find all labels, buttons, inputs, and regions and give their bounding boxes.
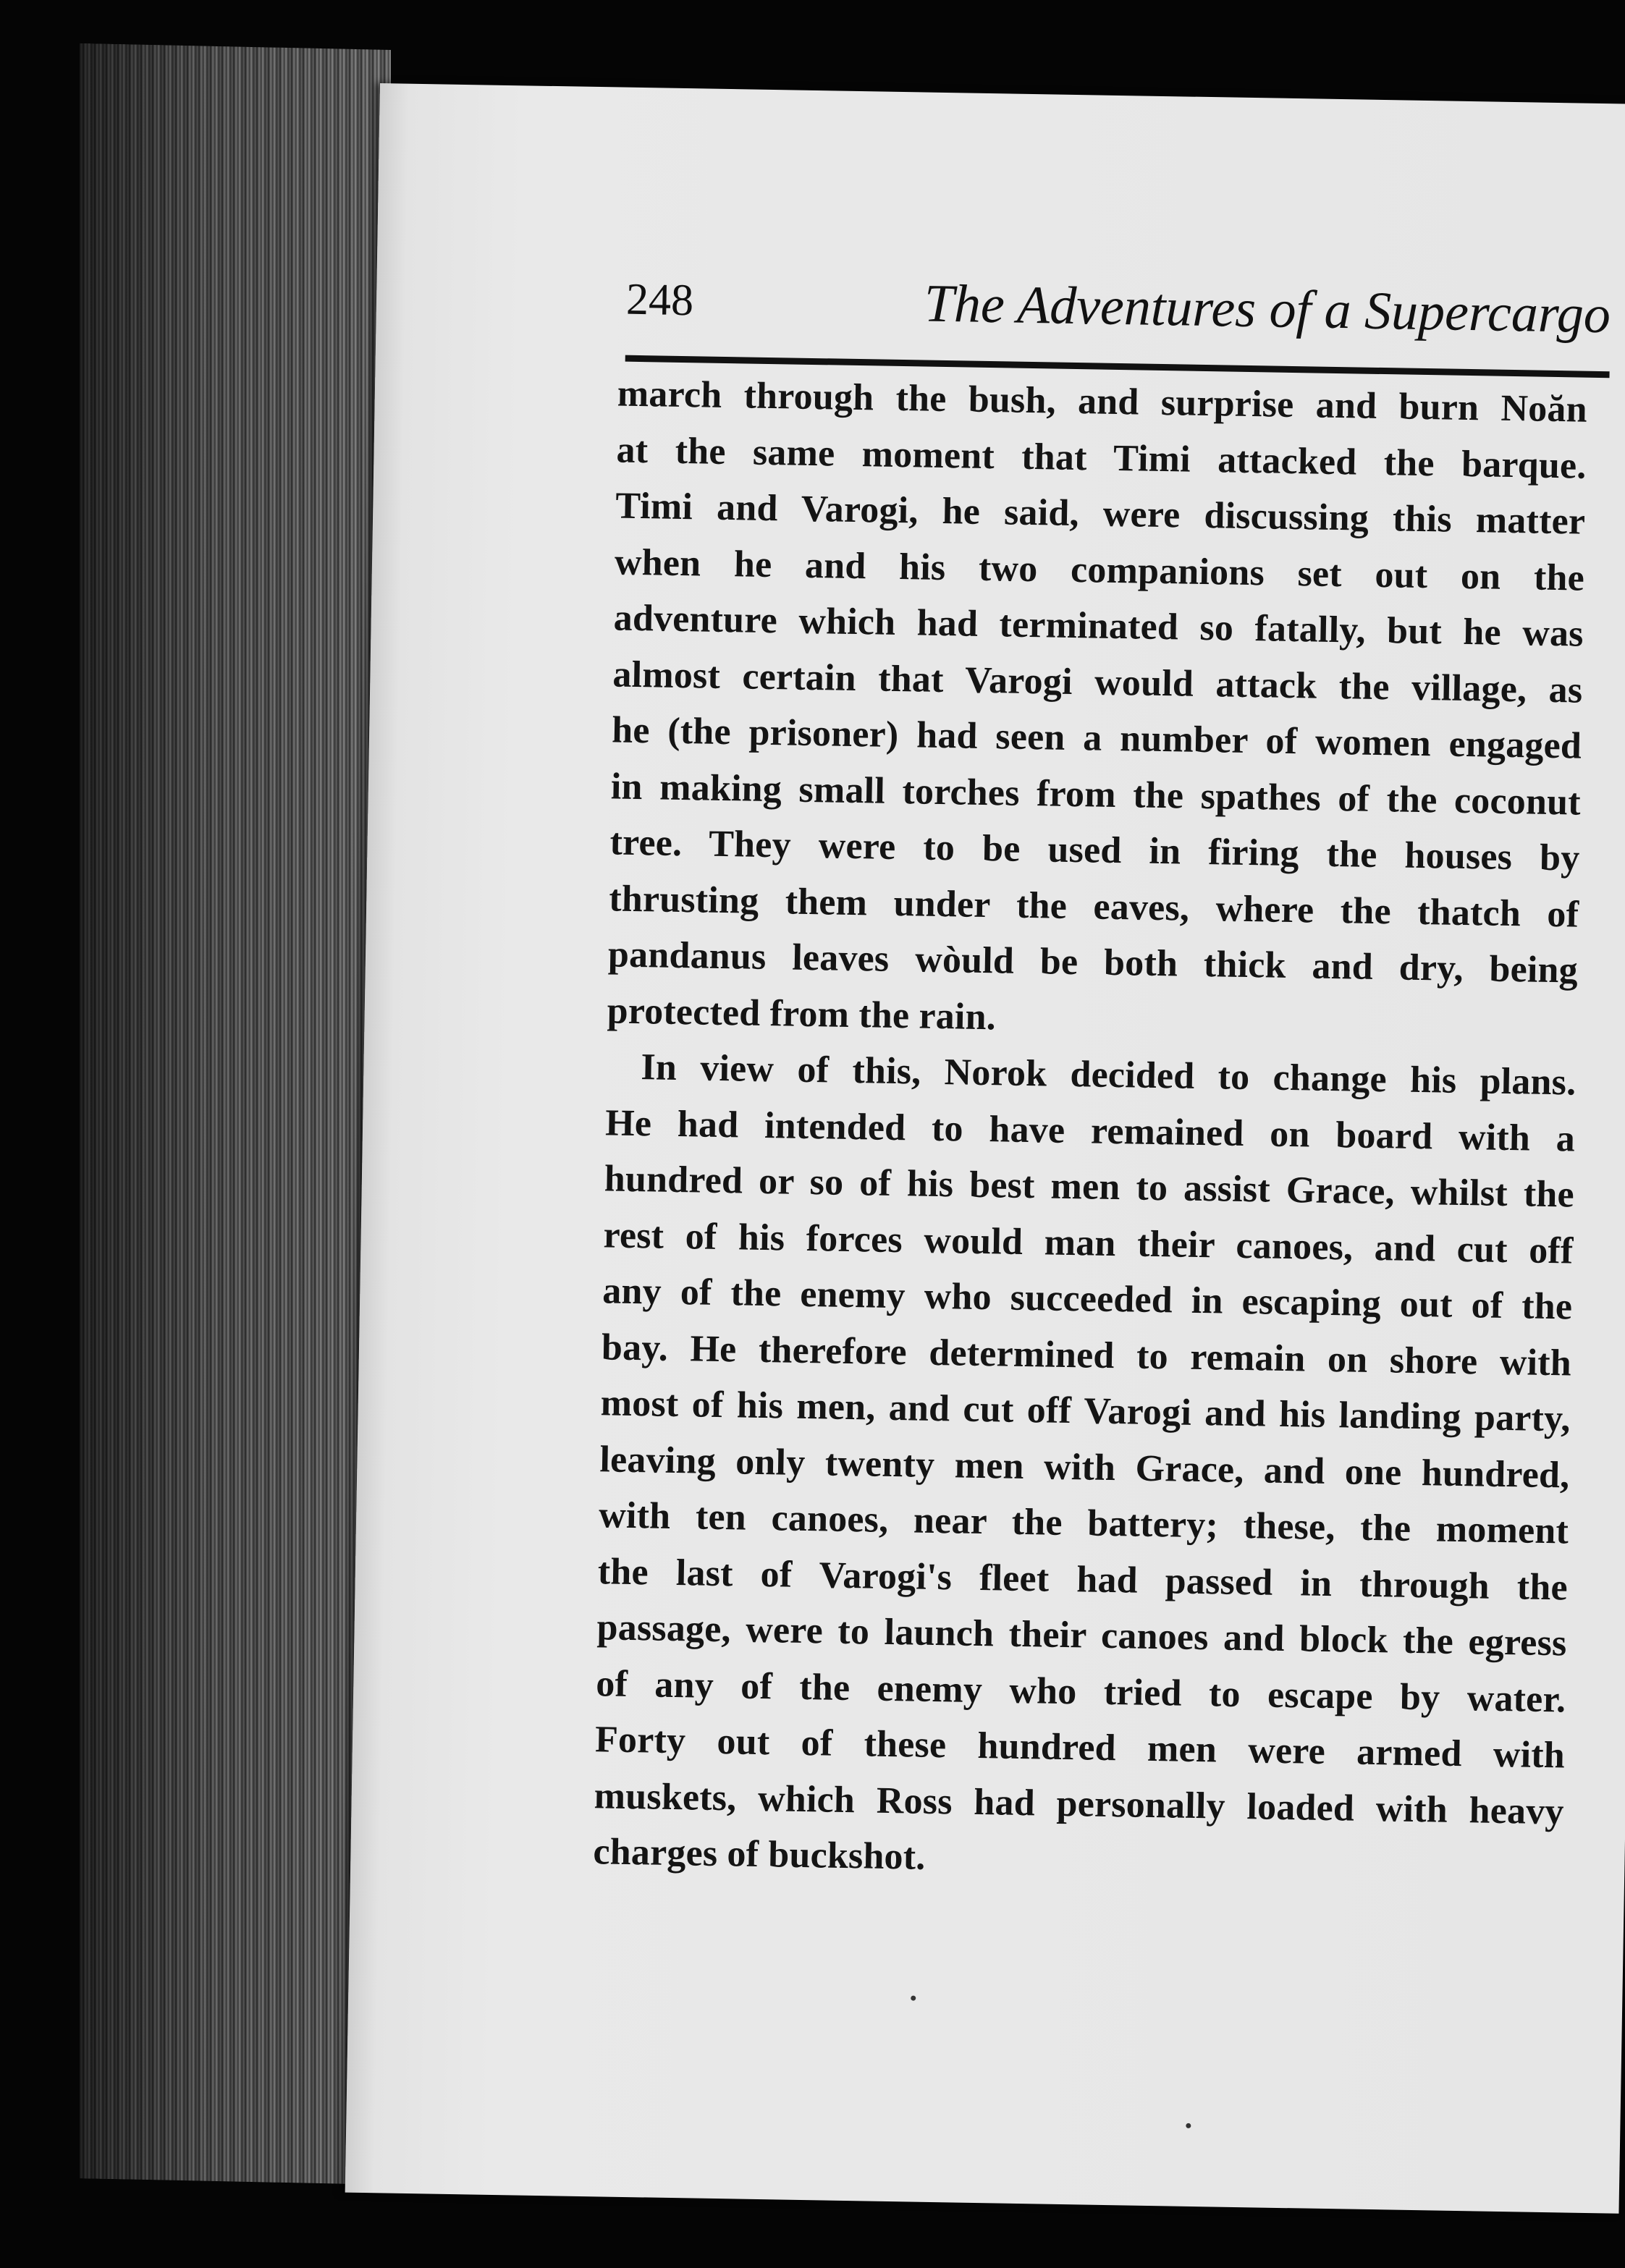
text-line: charges of buckshot. bbox=[593, 1831, 926, 1878]
body-text bbox=[593, 366, 1588, 1896]
text-line: most of his men, and cut off Varogi and his landing party, bbox=[600, 1382, 1571, 1440]
text-line: rest of his forces would man their canoes, and cut off bbox=[603, 1214, 1574, 1272]
text-line: leaving only twenty men with Grace, and one hundred, bbox=[599, 1438, 1570, 1497]
paper-speck bbox=[911, 1996, 916, 2001]
text-line: when he and his two companions set out on the bbox=[614, 541, 1585, 599]
text-line: of any of the enemy who tried to escape by water. bbox=[595, 1662, 1566, 1720]
text-line: In view of this, Norok decided to change his plans. bbox=[641, 1046, 1577, 1104]
text-line: muskets, which Ross had personally loaded with heavy bbox=[594, 1774, 1565, 1832]
text-line: Timi and Varogi, he said, were discussing this matter bbox=[615, 485, 1586, 543]
text-line: in making small torches from the spathes of the coconut bbox=[610, 765, 1582, 824]
text-line: tree. They were to be used in firing the houses by bbox=[609, 821, 1580, 879]
page-edges-shadow bbox=[80, 43, 391, 2185]
page-number: 248 bbox=[625, 274, 694, 326]
text-line: bay. He therefore determined to remain on shore with bbox=[601, 1326, 1572, 1384]
text-line: almost certain that Varogi would attack the village, as bbox=[612, 653, 1583, 711]
text-line: with ten canoes, near the battery; these, the moment bbox=[598, 1494, 1569, 1552]
paragraph-2 bbox=[593, 1038, 1577, 1896]
text-line: passage, were to launch their canoes and block the egress bbox=[596, 1607, 1567, 1664]
text-line: adventure which had terminated so fatally, but he was bbox=[613, 597, 1584, 655]
book-page bbox=[345, 83, 1625, 2214]
running-title: The Adventures of a Supercargo bbox=[924, 274, 1611, 345]
text-line: He had intended to have remained on board with a bbox=[604, 1101, 1576, 1160]
text-line: pandanus leaves wòuld be both thick and dry, being bbox=[607, 934, 1579, 991]
text-line: Forty out of these hundred men were armed with bbox=[594, 1719, 1566, 1777]
paper-speck bbox=[1186, 2123, 1191, 2128]
text-line: at the same moment that Timi attacked the barque. bbox=[616, 428, 1587, 487]
text-line: the last of Varogi's fleet had passed in through the bbox=[597, 1550, 1569, 1608]
text-line: he (the prisoner) had seen a number of women engaged bbox=[611, 709, 1582, 767]
text-line: hundred or so of his best men to assist Grace, whilst the bbox=[604, 1158, 1575, 1216]
text-line: march through the bush, and surprise and burn Noăn bbox=[617, 373, 1588, 431]
paragraph-1 bbox=[607, 366, 1587, 1055]
text-line: protected from the rain. bbox=[607, 989, 997, 1038]
text-line: thrusting them under the eaves, where the thatch of bbox=[608, 877, 1579, 936]
running-head bbox=[625, 268, 1611, 378]
text-line: any of the enemy who succeeded in escaping out of the bbox=[602, 1270, 1573, 1328]
